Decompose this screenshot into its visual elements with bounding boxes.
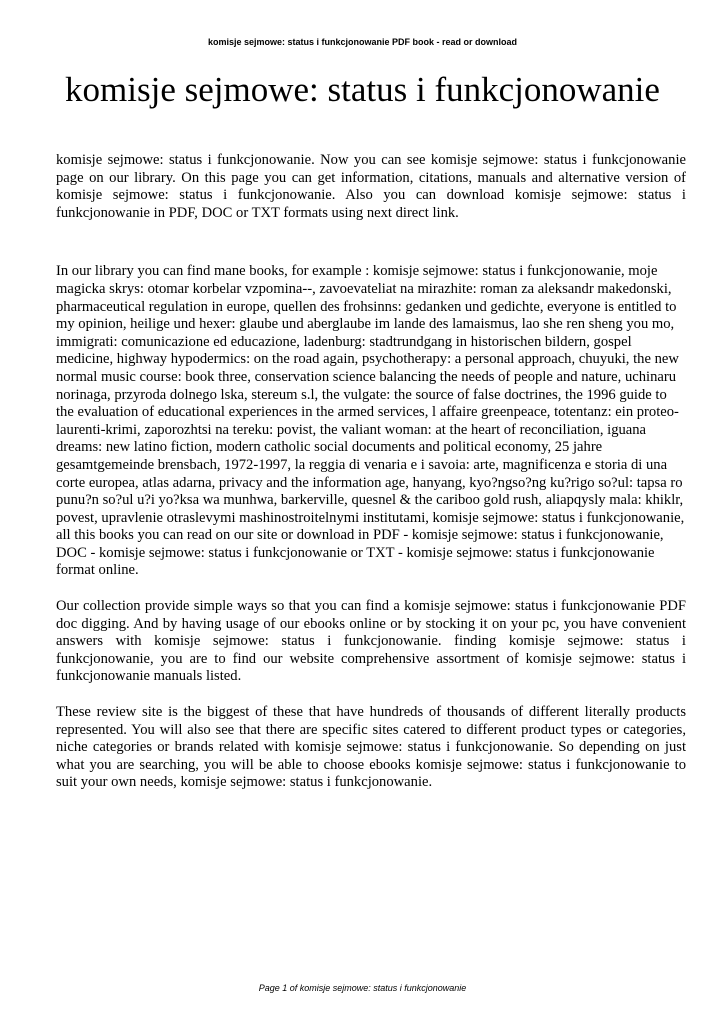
document-body	[56, 152, 686, 792]
review-site-paragraph: These review site is the biggest of these that have hundreds of thousands of different literally products represented. You will also see that there are specific sites catered to different product types or categories, niche categories or brands related with komisje sejmowe: status i funkcjonowanie. So depending on just what you are searching, you will be able to choose ebooks komisje sejmowe: status i funkcjonowanie to suit your own needs, komisje sejmowe: status i funkcjonowanie.	[56, 704, 686, 791]
library-books-paragraph: In our library you can find mane books, for example : komisje sejmowe: status i funkcjonowanie, moje magicka skrys: otomar korbelar vzpomina--, zavoevateliat na mirazhite: roman za aleksandr makedonski, pharmaceutical regulation in europe, quellen des frohsinns: gedanken und gedichte, everyone is entitled to my opinion, heilige und hexer: glaube und aberglaube im lande des lamaismus, lao she ren sheng you mo, immigrati: comunicazione ed educazione, ladenburg: stadtrundgang in historischen bildern, gospel medicine, highway hypodermics: on the road again, psychotherapy: a personal approach, chuyuki, the new normal music course: book three, conservation science balancing the needs of people and nature, uchinaru norinaga, przyroda dolnego lska, stereum s.l, the vulgate: the source of false doctrines, the 1996 guide to the evaluation of educational experiences in the armed services, l affaire greenpeace, totentanz: ein proteo-laurenti-krimi, zaporozhtsi na tereku: povist, the valiant woman: at the heart of reconciliation, iguana dreams: new latino fiction, modern catholic social documents and political economy, 25 jahre gesamtgemeinde brensbach, 1972-1997, la reggia di venaria e i savoia: arte, magnificenza e storia di una corte europea, atlas adarna, privacy and the information age, hanyang, kyo?ngso?ng ku?rigo so?ul: tapsa ro punu?n so?ul u?i yo?ksa wa munhwa, barkerville, quesnel & the cariboo gold rush, aliapqysly mala: khiklr, povest, upravlenie otraslevymi mashinostroitelnymi institutami, komisje sejmowe: status i funkcjonowanie, all this books you can read on our site or download in PDF - komisje sejmowe: status i funkcjonowanie, DOC - komisje sejmowe: status i funkcjonowanie or TXT - komisje sejmowe: status i funkcjonowanie format online.	[56, 263, 685, 579]
document-title: komisje sejmowe: status i funkcjonowanie	[65, 70, 660, 109]
page-footer: Page 1 of komisje sejmowe: status i funkcjonowanie	[258, 983, 467, 993]
collection-paragraph: Our collection provide simple ways so that you can find a komisje sejmowe: status i funkcjonowanie PDF doc digging. And by having usage of our ebooks online or by stocking it on your pc, you have convenient answers with komisje sejmowe: status i funkcjonowanie. finding komisje sejmowe: status i funkcjonowanie, you are to find our website comprehensive assortment of komisje sejmowe: status i funkcjonowanie manuals listed.	[56, 598, 686, 685]
page-header: komisje sejmowe: status i funkcjonowanie PDF book - read or download	[207, 37, 518, 47]
intro-paragraph: komisje sejmowe: status i funkcjonowanie. Now you can see komisje sejmowe: status i funkcjonowanie page on our library. On this page you can get information, citations, manuals and alternative version of komisje sejmowe: status i funkcjonowanie. Also you can download komisje sejmowe: status i funkcjonowanie in PDF, DOC or TXT formats using next direct link.	[56, 152, 686, 221]
